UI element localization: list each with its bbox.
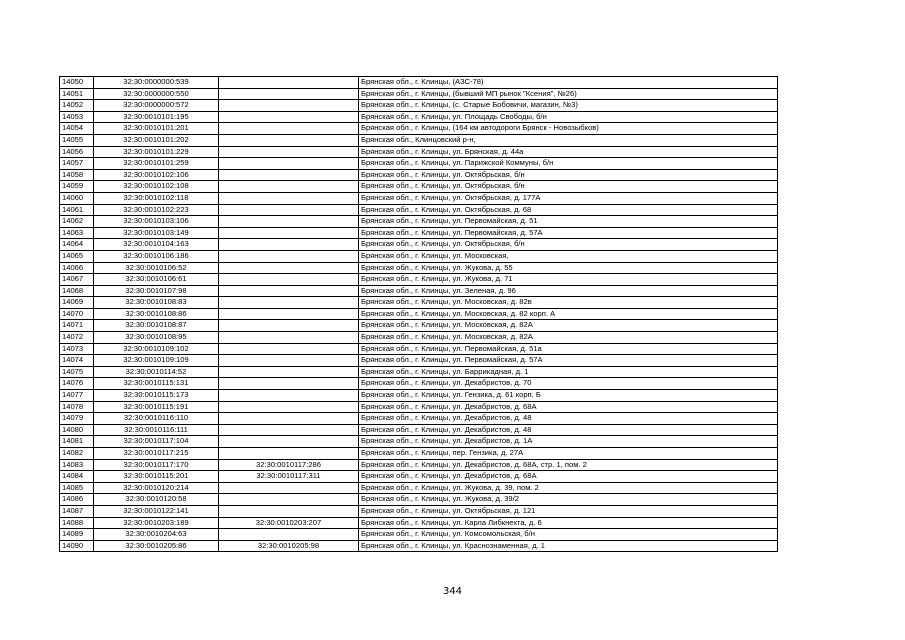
address-cell: Брянская обл., г. Клинцы, (бывший МП рынок "Ксения", №26) xyxy=(359,88,778,100)
address-cell: Брянская обл., г. Клинцы, ул. Жукова, д. 55 xyxy=(359,262,778,274)
cadastral-number-cell: 32:30:0010115:191 xyxy=(94,401,219,413)
address-cell: Брянская обл., г. Клинцы, (с. Старые Бобовичи, магазин, №3) xyxy=(359,100,778,112)
address-cell: Брянская обл., г. Клинцы, ул. Московская, д. 82в xyxy=(359,297,778,309)
row-number-cell: 14088 xyxy=(60,517,94,529)
linked-cadastral-number-cell xyxy=(219,146,359,158)
cadastral-number-cell: 32:30:0010104:163 xyxy=(94,239,219,251)
row-number-cell: 14078 xyxy=(60,401,94,413)
linked-cadastral-number-cell xyxy=(219,100,359,112)
row-number-cell: 14059 xyxy=(60,181,94,193)
address-cell: Брянская обл., г. Клинцы, ул. Московская, д. 82А xyxy=(359,332,778,344)
table-row xyxy=(60,297,778,309)
row-number-cell: 14083 xyxy=(60,459,94,471)
table-row xyxy=(60,285,778,297)
cadastral-number-cell: 32:30:0010120:58 xyxy=(94,494,219,506)
cadastral-number-cell: 32:30:0010117:170 xyxy=(94,459,219,471)
cadastral-number-cell: 32:30:0010116:110 xyxy=(94,413,219,425)
row-number-cell: 14086 xyxy=(60,494,94,506)
row-number-cell: 14090 xyxy=(60,540,94,552)
address-cell: Брянская обл., г. Клинцы, ул. Октябрьская, б/н xyxy=(359,169,778,181)
linked-cadastral-number-cell xyxy=(219,366,359,378)
linked-cadastral-number-cell xyxy=(219,424,359,436)
row-number-cell: 14065 xyxy=(60,250,94,262)
table-row xyxy=(60,146,778,158)
cadastral-number-cell: 32:30:0010102:223 xyxy=(94,204,219,216)
cadastral-number-cell: 32:30:0010116:111 xyxy=(94,424,219,436)
linked-cadastral-number-cell xyxy=(219,332,359,344)
address-cell: Брянская обл., г. Клинцы, ул. Баррикадная, д. 1 xyxy=(359,366,778,378)
table-row xyxy=(60,424,778,436)
address-cell: Брянская обл., г. Клинцы, ул. Жукова, д. 39, пом. 2 xyxy=(359,482,778,494)
linked-cadastral-number-cell xyxy=(219,308,359,320)
address-cell: Брянская обл., г. Клинцы, ул. Декабристов, д. 68А xyxy=(359,401,778,413)
row-number-cell: 14074 xyxy=(60,355,94,367)
linked-cadastral-number-cell xyxy=(219,436,359,448)
row-number-cell: 14070 xyxy=(60,308,94,320)
table-row xyxy=(60,494,778,506)
linked-cadastral-number-cell xyxy=(219,448,359,460)
cadastral-number-cell: 32:30:0010106:186 xyxy=(94,250,219,262)
address-cell: Брянская обл., г. Клинцы, ул. Октябрьская, б/н xyxy=(359,181,778,193)
row-number-cell: 14051 xyxy=(60,88,94,100)
cadastral-number-cell: 32:30:0010117:215 xyxy=(94,448,219,460)
row-number-cell: 14081 xyxy=(60,436,94,448)
address-cell: Брянская обл., г. Клинцы, ул. Декабристов, д. 1А xyxy=(359,436,778,448)
table-row xyxy=(60,413,778,425)
row-number-cell: 14061 xyxy=(60,204,94,216)
row-number-cell: 14066 xyxy=(60,262,94,274)
address-cell: Брянская обл., г. Клинцы, ул. Площадь Свободы, б/н xyxy=(359,111,778,123)
linked-cadastral-number-cell xyxy=(219,239,359,251)
table-row xyxy=(60,471,778,483)
table-row xyxy=(60,192,778,204)
address-cell: Брянская обл., г. Клинцы, ул. Московская, д. 82 корп. А xyxy=(359,308,778,320)
table-row xyxy=(60,378,778,390)
cadastral-number-cell: 32:30:0010101:195 xyxy=(94,111,219,123)
cadastral-number-cell: 32:30:0010103:106 xyxy=(94,216,219,228)
row-number-cell: 14089 xyxy=(60,529,94,541)
address-cell: Брянская обл., г. Клинцы, ул. Комсомольская, б/н xyxy=(359,529,778,541)
linked-cadastral-number-cell xyxy=(219,355,359,367)
cadastral-number-cell: 32:30:0010115:173 xyxy=(94,390,219,402)
address-cell: Брянская обл., г. Клинцы, ул. Октябрьская, д. 177А xyxy=(359,192,778,204)
table-row xyxy=(60,401,778,413)
cadastral-number-cell: 32:30:0000000:539 xyxy=(94,77,219,89)
row-number-cell: 14069 xyxy=(60,297,94,309)
cadastral-number-cell: 32:30:0010109:102 xyxy=(94,343,219,355)
row-number-cell: 14058 xyxy=(60,169,94,181)
address-cell: Брянская обл., г. Клинцы, ул. Первомайская, д. 51 xyxy=(359,216,778,228)
table-row xyxy=(60,216,778,228)
linked-cadastral-number-cell xyxy=(219,413,359,425)
linked-cadastral-number-cell xyxy=(219,123,359,135)
cadastral-number-cell: 32:30:0010115:131 xyxy=(94,378,219,390)
linked-cadastral-number-cell xyxy=(219,285,359,297)
table-row xyxy=(60,540,778,552)
table-row xyxy=(60,239,778,251)
page-number: 344 xyxy=(442,586,463,597)
cadastral-number-cell: 32:30:0010106:61 xyxy=(94,274,219,286)
address-cell: Брянская обл., г. Клинцы, ул. Гензика, д. 61 корп. Б xyxy=(359,390,778,402)
table-row xyxy=(60,134,778,146)
address-cell: Брянская обл., г. Клинцы, ул. Декабристов, д. 70 xyxy=(359,378,778,390)
table-row xyxy=(60,517,778,529)
row-number-cell: 14077 xyxy=(60,390,94,402)
cadastral-number-cell: 32:30:0010204:63 xyxy=(94,529,219,541)
address-cell: Брянская обл., г. Клинцы, ул. Зеленая, д. 96 xyxy=(359,285,778,297)
table-row xyxy=(60,343,778,355)
cadastral-number-cell: 32:30:0010102:108 xyxy=(94,181,219,193)
linked-cadastral-number-cell xyxy=(219,227,359,239)
cadastral-number-cell: 32:30:0010120:214 xyxy=(94,482,219,494)
table-row xyxy=(60,482,778,494)
table-row xyxy=(60,436,778,448)
address-cell: Брянская обл., г. Клинцы, ул. Октябрьская, д. 121 xyxy=(359,505,778,517)
table-row xyxy=(60,308,778,320)
cadastral-number-cell: 32:30:0010106:52 xyxy=(94,262,219,274)
cadastral-number-cell: 32:30:0010108:83 xyxy=(94,297,219,309)
table-row xyxy=(60,274,778,286)
address-cell: Брянская обл., г. Клинцы, ул. Октябрьская, б/н xyxy=(359,239,778,251)
table-row xyxy=(60,181,778,193)
cadastral-number-cell: 32:30:0010103:149 xyxy=(94,227,219,239)
cadastral-number-cell: 32:30:0010101:202 xyxy=(94,134,219,146)
cadastral-number-cell: 32:30:0000000:550 xyxy=(94,88,219,100)
row-number-cell: 14087 xyxy=(60,505,94,517)
address-cell: Брянская обл., г. Клинцы, ул. Первомайская, д. 51а xyxy=(359,343,778,355)
table-row xyxy=(60,227,778,239)
row-number-cell: 14056 xyxy=(60,146,94,158)
address-cell: Брянская обл., г. Клинцы, ул. Брянская, д. 44а xyxy=(359,146,778,158)
table-row xyxy=(60,366,778,378)
table-row xyxy=(60,332,778,344)
row-number-cell: 14076 xyxy=(60,378,94,390)
linked-cadastral-number-cell xyxy=(219,297,359,309)
linked-cadastral-number-cell: 32:30:0010117:286 xyxy=(219,459,359,471)
row-number-cell: 14063 xyxy=(60,227,94,239)
linked-cadastral-number-cell xyxy=(219,343,359,355)
linked-cadastral-number-cell xyxy=(219,111,359,123)
linked-cadastral-number-cell xyxy=(219,494,359,506)
cadastral-number-cell: 32:30:0010108:86 xyxy=(94,308,219,320)
row-number-cell: 14082 xyxy=(60,448,94,460)
address-cell: Брянская обл., г. Клинцы, ул. Декабристов, д. 48 xyxy=(359,424,778,436)
table-row xyxy=(60,250,778,262)
address-cell: Брянская обл., г. Клинцы, (АЗС-78) xyxy=(359,77,778,89)
row-number-cell: 14079 xyxy=(60,413,94,425)
linked-cadastral-number-cell xyxy=(219,401,359,413)
cadastral-number-cell: 32:30:0010109:109 xyxy=(94,355,219,367)
row-number-cell: 14068 xyxy=(60,285,94,297)
row-number-cell: 14052 xyxy=(60,100,94,112)
table-row xyxy=(60,169,778,181)
linked-cadastral-number-cell xyxy=(219,204,359,216)
address-cell: Брянская обл., г. Клинцы, ул. Парижской Коммуны, б/н xyxy=(359,158,778,170)
cadastral-number-cell: 32:30:0010102:118 xyxy=(94,192,219,204)
row-number-cell: 14053 xyxy=(60,111,94,123)
address-cell: Брянская обл., г. Клинцы, ул. Московская, д. 82А xyxy=(359,320,778,332)
linked-cadastral-number-cell xyxy=(219,529,359,541)
table-row xyxy=(60,320,778,332)
address-cell: Брянская обл., г. Клинцы, ул. Декабристов, д. 68А xyxy=(359,471,778,483)
address-cell: Брянская обл., г. Клинцы, ул. Первомайская, д. 57А xyxy=(359,355,778,367)
table-row xyxy=(60,262,778,274)
row-number-cell: 14072 xyxy=(60,332,94,344)
cadastral-number-cell: 32:30:0010114:52 xyxy=(94,366,219,378)
cadastral-number-cell: 32:30:0010101:229 xyxy=(94,146,219,158)
address-cell: Брянская обл., г. Клинцы, ул. Декабристов, д. 48 xyxy=(359,413,778,425)
linked-cadastral-number-cell xyxy=(219,390,359,402)
table-row xyxy=(60,459,778,471)
linked-cadastral-number-cell: 32:30:0010203:207 xyxy=(219,517,359,529)
row-number-cell: 14067 xyxy=(60,274,94,286)
cadastral-number-cell: 32:30:0010107:98 xyxy=(94,285,219,297)
linked-cadastral-number-cell xyxy=(219,216,359,228)
table-row xyxy=(60,390,778,402)
linked-cadastral-number-cell xyxy=(219,192,359,204)
table-row xyxy=(60,77,778,89)
row-number-cell: 14054 xyxy=(60,123,94,135)
linked-cadastral-number-cell xyxy=(219,158,359,170)
row-number-cell: 14084 xyxy=(60,471,94,483)
cadastral-number-cell: 32:30:0010101:201 xyxy=(94,123,219,135)
linked-cadastral-number-cell xyxy=(219,169,359,181)
row-number-cell: 14050 xyxy=(60,77,94,89)
row-number-cell: 14073 xyxy=(60,343,94,355)
cadastral-number-cell: 32:30:0010205:86 xyxy=(94,540,219,552)
address-cell: Брянская обл., г. Клинцы, ул. Краснознаменная, д. 1 xyxy=(359,540,778,552)
linked-cadastral-number-cell xyxy=(219,181,359,193)
address-cell: Брянская обл., г. Клинцы, ул. Московская, xyxy=(359,250,778,262)
property-table xyxy=(59,76,778,552)
address-cell: Брянская обл., г. Клинцы, ул. Октябрьская, д. 68 xyxy=(359,204,778,216)
table-row xyxy=(60,158,778,170)
table-row xyxy=(60,123,778,135)
linked-cadastral-number-cell xyxy=(219,88,359,100)
linked-cadastral-number-cell: 32:30:0010205:98 xyxy=(219,540,359,552)
cadastral-number-cell: 32:30:0010108:95 xyxy=(94,332,219,344)
linked-cadastral-number-cell xyxy=(219,134,359,146)
table-row xyxy=(60,88,778,100)
row-number-cell: 14060 xyxy=(60,192,94,204)
address-cell: Брянская обл., Клинцовский р-н, xyxy=(359,134,778,146)
cadastral-number-cell: 32:30:0010115:201 xyxy=(94,471,219,483)
table-row xyxy=(60,529,778,541)
cadastral-number-cell: 32:30:0010108:87 xyxy=(94,320,219,332)
table-row xyxy=(60,505,778,517)
table-row xyxy=(60,100,778,112)
linked-cadastral-number-cell xyxy=(219,378,359,390)
address-cell: Брянская обл., г. Клинцы, ул. Жукова, д. 71 xyxy=(359,274,778,286)
cadastral-number-cell: 32:30:0010101:259 xyxy=(94,158,219,170)
address-cell: Брянская обл., г. Клинцы, ул. Первомайская, д. 57А xyxy=(359,227,778,239)
linked-cadastral-number-cell xyxy=(219,505,359,517)
row-number-cell: 14064 xyxy=(60,239,94,251)
cadastral-number-cell: 32:30:0010117:104 xyxy=(94,436,219,448)
row-number-cell: 14075 xyxy=(60,366,94,378)
cadastral-number-cell: 32:30:0000000:572 xyxy=(94,100,219,112)
linked-cadastral-number-cell xyxy=(219,274,359,286)
address-cell: Брянская обл., г. Клинцы, ул. Декабристов, д. 68А, стр. 1, пом. 2 xyxy=(359,459,778,471)
address-cell: Брянская обл., г. Клинцы, ул. Карла Либкнехта, д. 6 xyxy=(359,517,778,529)
address-cell: Брянская обл., г. Клинцы, пер. Гензика, д. 27А xyxy=(359,448,778,460)
linked-cadastral-number-cell xyxy=(219,262,359,274)
table-row xyxy=(60,204,778,216)
table-row xyxy=(60,448,778,460)
linked-cadastral-number-cell: 32:30:0010117:311 xyxy=(219,471,359,483)
row-number-cell: 14080 xyxy=(60,424,94,436)
linked-cadastral-number-cell xyxy=(219,77,359,89)
row-number-cell: 14085 xyxy=(60,482,94,494)
row-number-cell: 14062 xyxy=(60,216,94,228)
address-cell: Брянская обл., г. Клинцы, ул. Жукова, д. 39/2 xyxy=(359,494,778,506)
cadastral-number-cell: 32:30:0010102:106 xyxy=(94,169,219,181)
linked-cadastral-number-cell xyxy=(219,482,359,494)
linked-cadastral-number-cell xyxy=(219,320,359,332)
table-row xyxy=(60,355,778,367)
linked-cadastral-number-cell xyxy=(219,250,359,262)
cadastral-number-cell: 32:30:0010122:141 xyxy=(94,505,219,517)
cadastral-number-cell: 32:30:0010203:189 xyxy=(94,517,219,529)
row-number-cell: 14057 xyxy=(60,158,94,170)
row-number-cell: 14055 xyxy=(60,134,94,146)
address-cell: Брянская обл., г. Клинцы, (164 км автодороги Брянск - Новозыбков) xyxy=(359,123,778,135)
table-row xyxy=(60,111,778,123)
row-number-cell: 14071 xyxy=(60,320,94,332)
